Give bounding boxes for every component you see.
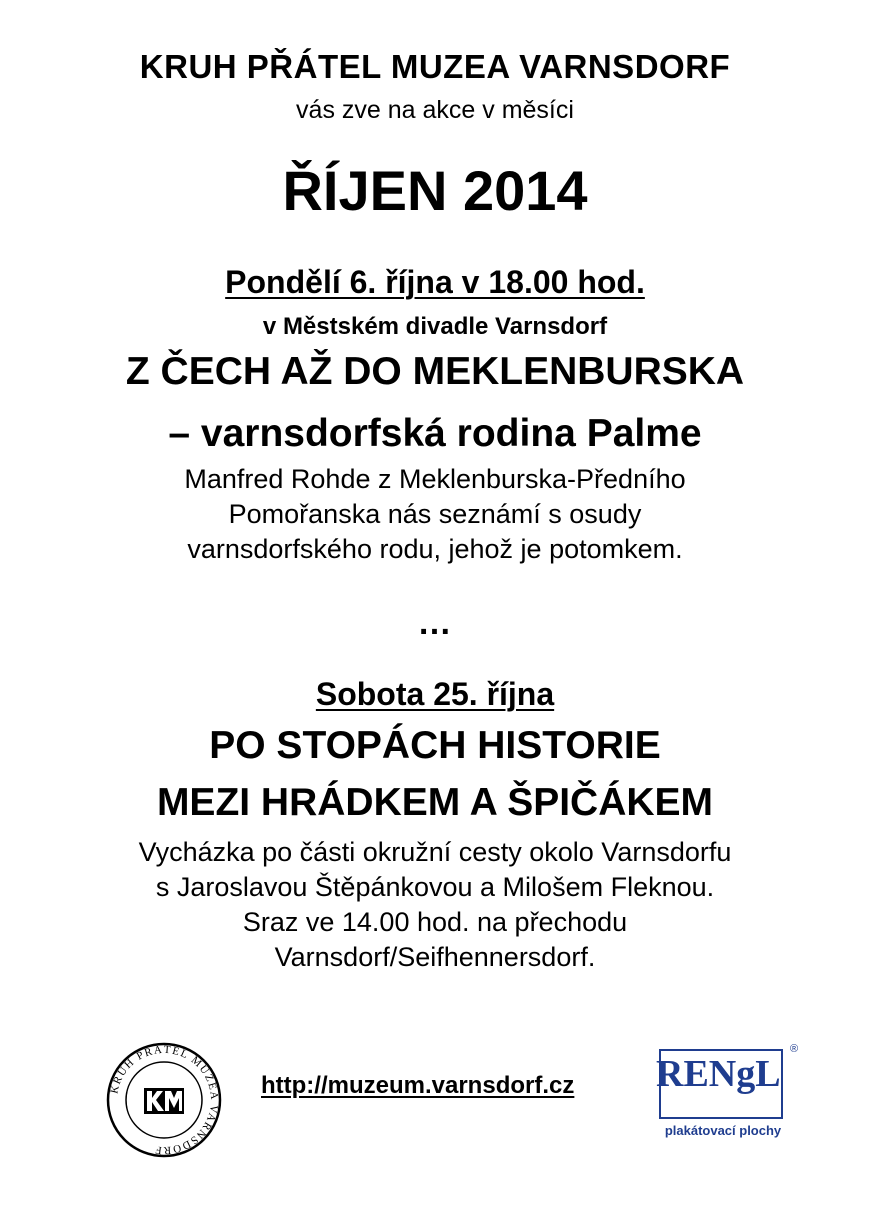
museum-website-link[interactable]: http://muzeum.varnsdorf.cz: [261, 1072, 575, 1099]
event1-date: Pondělí 6. října v 18.00 hod.: [225, 264, 645, 300]
kpm-monogram-icon: [144, 1088, 184, 1114]
event2-description-line: Vycházka po části okružní cesty okolo Varnsdorfu: [138, 837, 732, 867]
event1-description-line: Pomořanska nás seznámí s osudy: [228, 499, 642, 529]
event2-title-line1: PO STOPÁCH HISTORIE: [209, 724, 661, 767]
event1-title-line2: – varnsdorfská rodina Palme: [168, 412, 702, 455]
event1-description-line: varnsdorfského rodu, jehož je potomkem.: [187, 534, 683, 564]
event2-description-line: Sraz ve 14.00 hod. na přechodu: [242, 907, 628, 937]
event2-title-line2: MEZI HRÁDKEM A ŠPIČÁKEM: [156, 781, 714, 824]
rengl-logo-wordmark: RENgL: [656, 1053, 781, 1095]
event2-description-line: s Jaroslavou Štěpánkovou a Milošem Fleknou.: [155, 872, 715, 902]
registered-mark-icon: ®: [790, 1043, 799, 1055]
kpm-logo-ring-text: KRUH PŘÁTEL MUZEA VARNSDORF: [108, 1043, 221, 1157]
event2-description: [0, 835, 870, 975]
event2-date: Sobota 25. října: [315, 676, 555, 712]
kpm-museum-logo: [104, 1040, 224, 1160]
event1-description-line: Manfred Rohde z Meklenburska-Předního: [184, 464, 686, 494]
separator-ellipsis: …: [417, 604, 453, 642]
organization-heading: KRUH PŘÁTEL MUZEA VARNSDORF: [139, 48, 731, 85]
rengl-caption: plakátovací plochy: [664, 1123, 782, 1138]
event1-description: [0, 462, 870, 567]
event2-description-line: Varnsdorf/Seifhennersdorf.: [274, 942, 596, 972]
event1-venue: v Městském divadle Varnsdorf: [262, 313, 608, 340]
event1-title-line1: Z ČECH AŽ DO MEKLENBURSKA: [125, 350, 745, 393]
invitation-subtitle: vás zve na akce v měsíci: [296, 96, 574, 124]
month-title: ŘÍJEN 2014: [282, 159, 588, 222]
